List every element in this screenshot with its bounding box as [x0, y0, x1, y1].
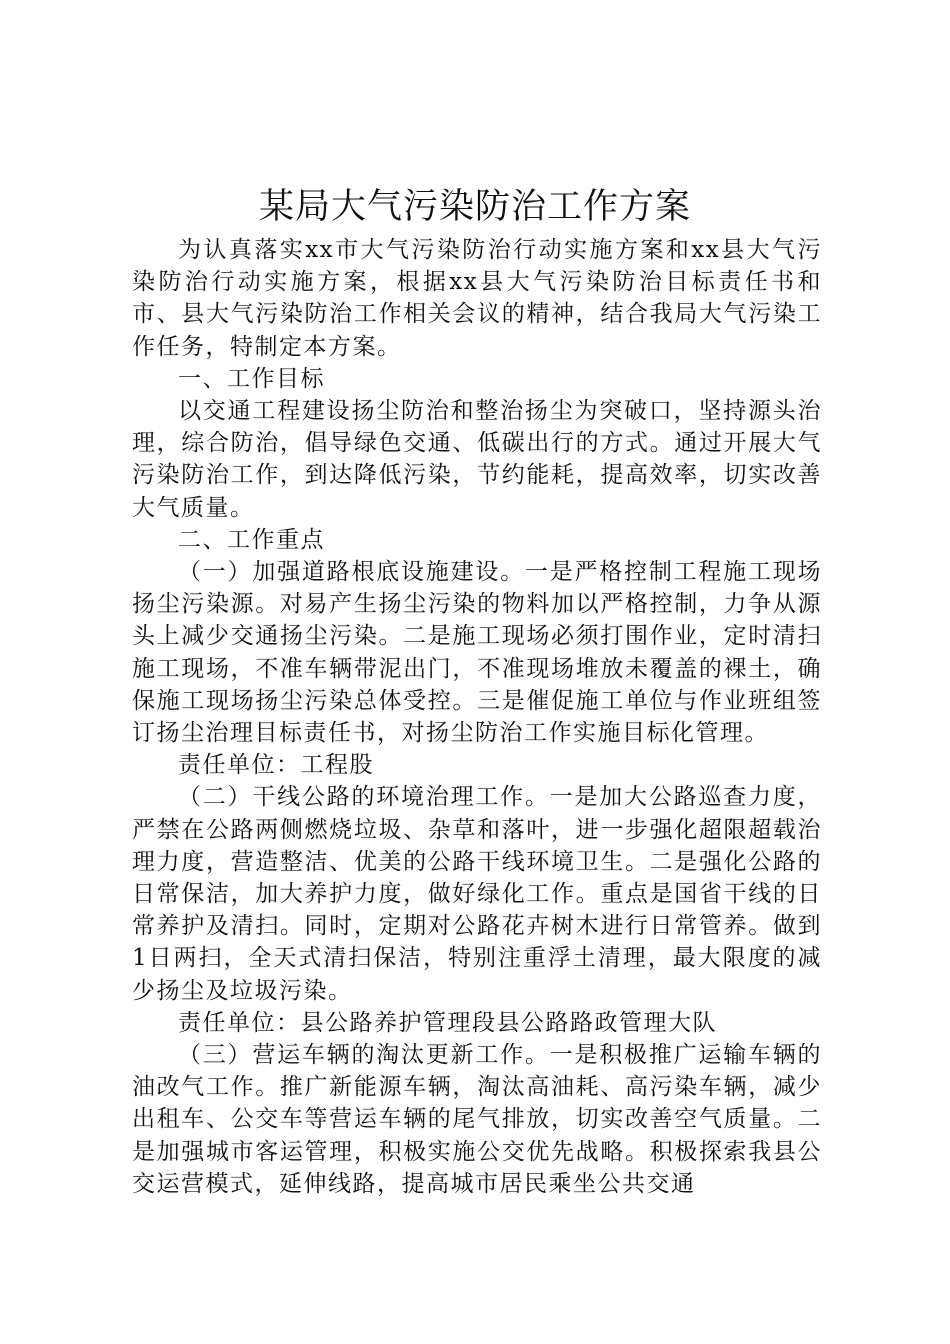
intro-paragraph: 为认真落实xx市大气污染防治行动实施方案和xx县大气污染防治行动实施方案，根据xx县大气污染防治目标责任书和市、县大气污染防治工作相关会议的精神，结合我局大气污染工作任务，特制定本方案。: [132, 237, 822, 360]
document-title: 某局大气污染防治工作方案: [258, 187, 691, 227]
section-heading-goals: 一、工作目标: [178, 365, 325, 392]
section-heading-focus: 二、工作重点: [178, 526, 325, 553]
document-body: [132, 234, 822, 1200]
focus-item-2-paragraph: （二）干线公路的环境治理工作。一是加大公路巡查力度，严禁在公路两侧燃烧垃圾、杂草和落叶，进一步强化超限超载治理力度，营造整洁、优美的公路干线环境卫生。二是强化公路的日常保洁，加大养护力度，做好绿化工作。重点是国省干线的日常养护及清扫。同时，定期对公路花卉树木进行日常管养。做到1日两扫，全天式清扫保洁，特别注重浮土清理，最大限度的减少扬尘及垃圾污染。: [132, 784, 822, 1004]
focus-item-1-paragraph: （一）加强道路根底设施建设。一是严格控制工程施工现场扬尘污染源。对易产生扬尘污染的物料加以严格控制，力争从源头上减少交通扬尘污染。二是施工现场必须打围作业，定时清扫施工现场，不准车辆带泥出门，不准现场堆放未覆盖的裸土，确保施工现场扬尘污染总体受控。三是催促施工单位与作业班组签订扬尘治理目标责任书，对扬尘防治工作实施目标化管理。: [132, 559, 822, 747]
responsible-unit-2: 责任单位：县公路养护管理段县公路路政管理大队: [178, 1009, 717, 1036]
responsible-unit-1: 责任单位：工程股: [178, 752, 374, 779]
focus-item-3-paragraph: （三）营运车辆的淘汰更新工作。一是积极推广运输车辆的油改气工作。推广新能源车辆，淘汰高油耗、高污染车辆，减少出租车、公交车等营运车辆的尾气排放，切实改善空气质量。二是加强城市客运管理，积极实施公交优先战略。积极探索我县公交运营模式，延伸线路，提高城市居民乘坐公共交通: [132, 1042, 822, 1197]
goals-paragraph: 以交通工程建设扬尘防治和整治扬尘为突破口，坚持源头治理，综合防治，倡导绿色交通、低碳出行的方式。通过开展大气污染防治工作，到达降低污染，节约能耗，提高效率，切实改善大气质量。: [132, 398, 822, 521]
